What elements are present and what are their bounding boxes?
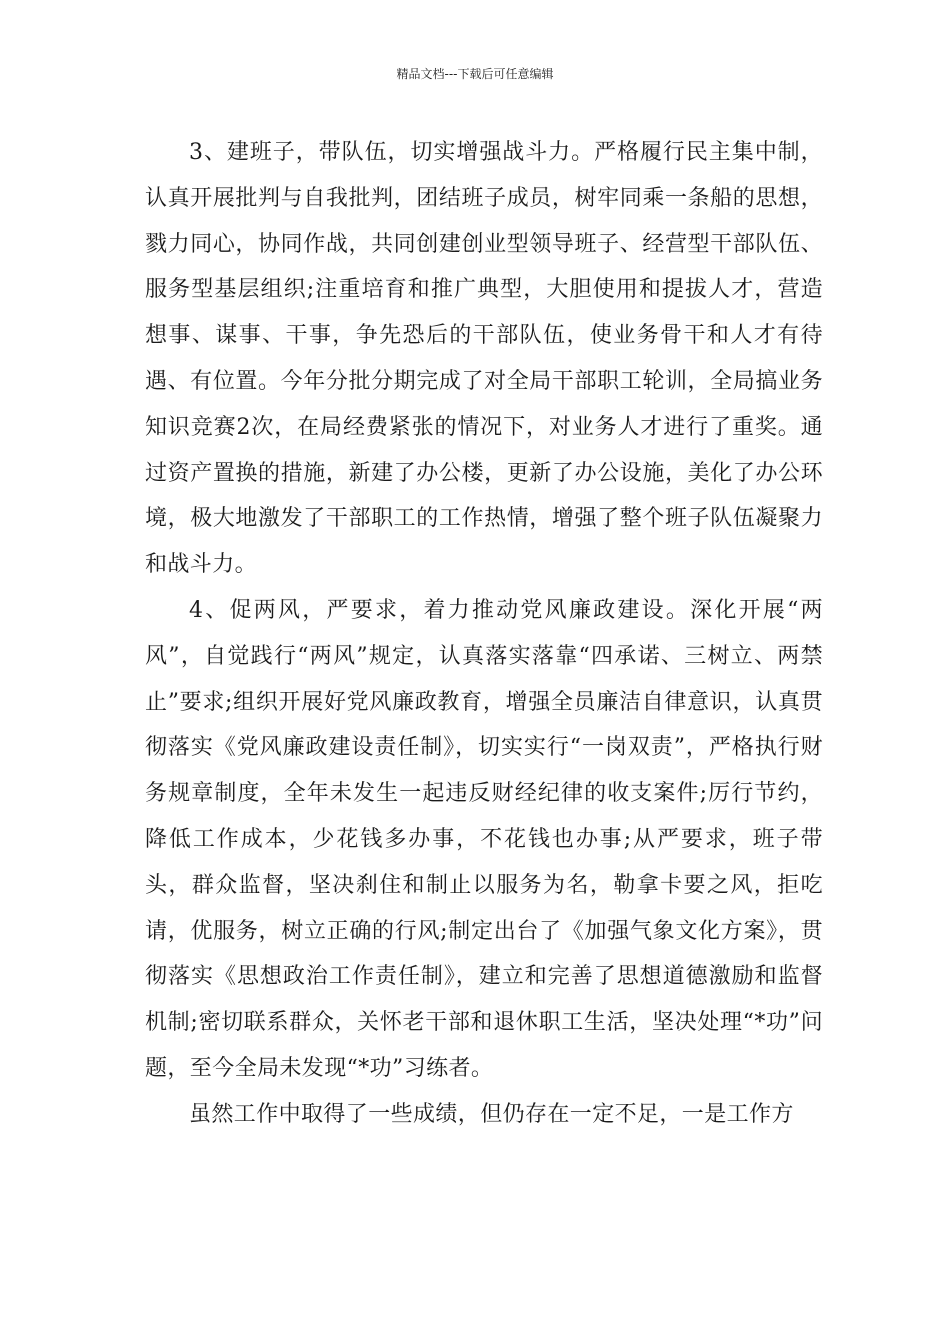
paragraph-4-party-conduct: 4、促两风，严要求，着力推动党风廉政建设。深化开展“两风”，自觉践行“两风”规定，认真落实落靠“四承诺、三树立、两禁止”要求;组织开展好党风廉政教育，增强全员廉洁自律意识，认真贯彻落实《党风廉政建设责任制》，切实实行“一岗双责”，严格执行财务规章制度，全年未发生一起违反财经纪律的收支案件;厉行节约，降低工作成本，少花钱多办事，不花钱也办事;从严要求，班子带头，群众监督，坚决刹住和制止以服务为名，勒拿卡要之风，拒吃请，优服务，树立正确的行风;制定出台了《加强气象文化方案》，贯彻落实《思想政治工作责任制》，建立和完善了思想道德激励和监督机制;密切联系群众，关怀老干部和退休职工生活，坚决处理“*功”问题，至今全局未发现“*功”习练者。 bbox=[145, 597, 823, 1081]
document-body bbox=[145, 130, 823, 1138]
page-header: 精品文档---下载后可任意编辑 bbox=[396, 67, 554, 81]
paragraph-shortcomings: 虽然工作中取得了一些成绩，但仍存在一定不足，一是工作方 bbox=[189, 1101, 794, 1127]
paragraph-3-team-building: 3、建班子，带队伍，切实增强战斗力。严格履行民主集中制，认真开展批判与自我批判，团结班子成员，树牢同乘一条船的思想，戮力同心，协同作战，共同创建创业型领导班子、经营型干部队伍、服务型基层组织;注重培育和推广典型，大胆使用和提拔人才，营造想事、谋事、干事，争先恐后的干部队伍，使业务骨干和人才有待遇、有位置。今年分批分期完成了对全局干部职工轮训，全局搞业务知识竞赛2次，在局经费紧张的情况下，对业务人才进行了重奖。通过资产置换的措施，新建了办公楼，更新了办公设施，美化了办公环境，极大地激发了干部职工的工作热情，增强了整个班子队伍凝聚力和战斗力。 bbox=[145, 140, 823, 578]
